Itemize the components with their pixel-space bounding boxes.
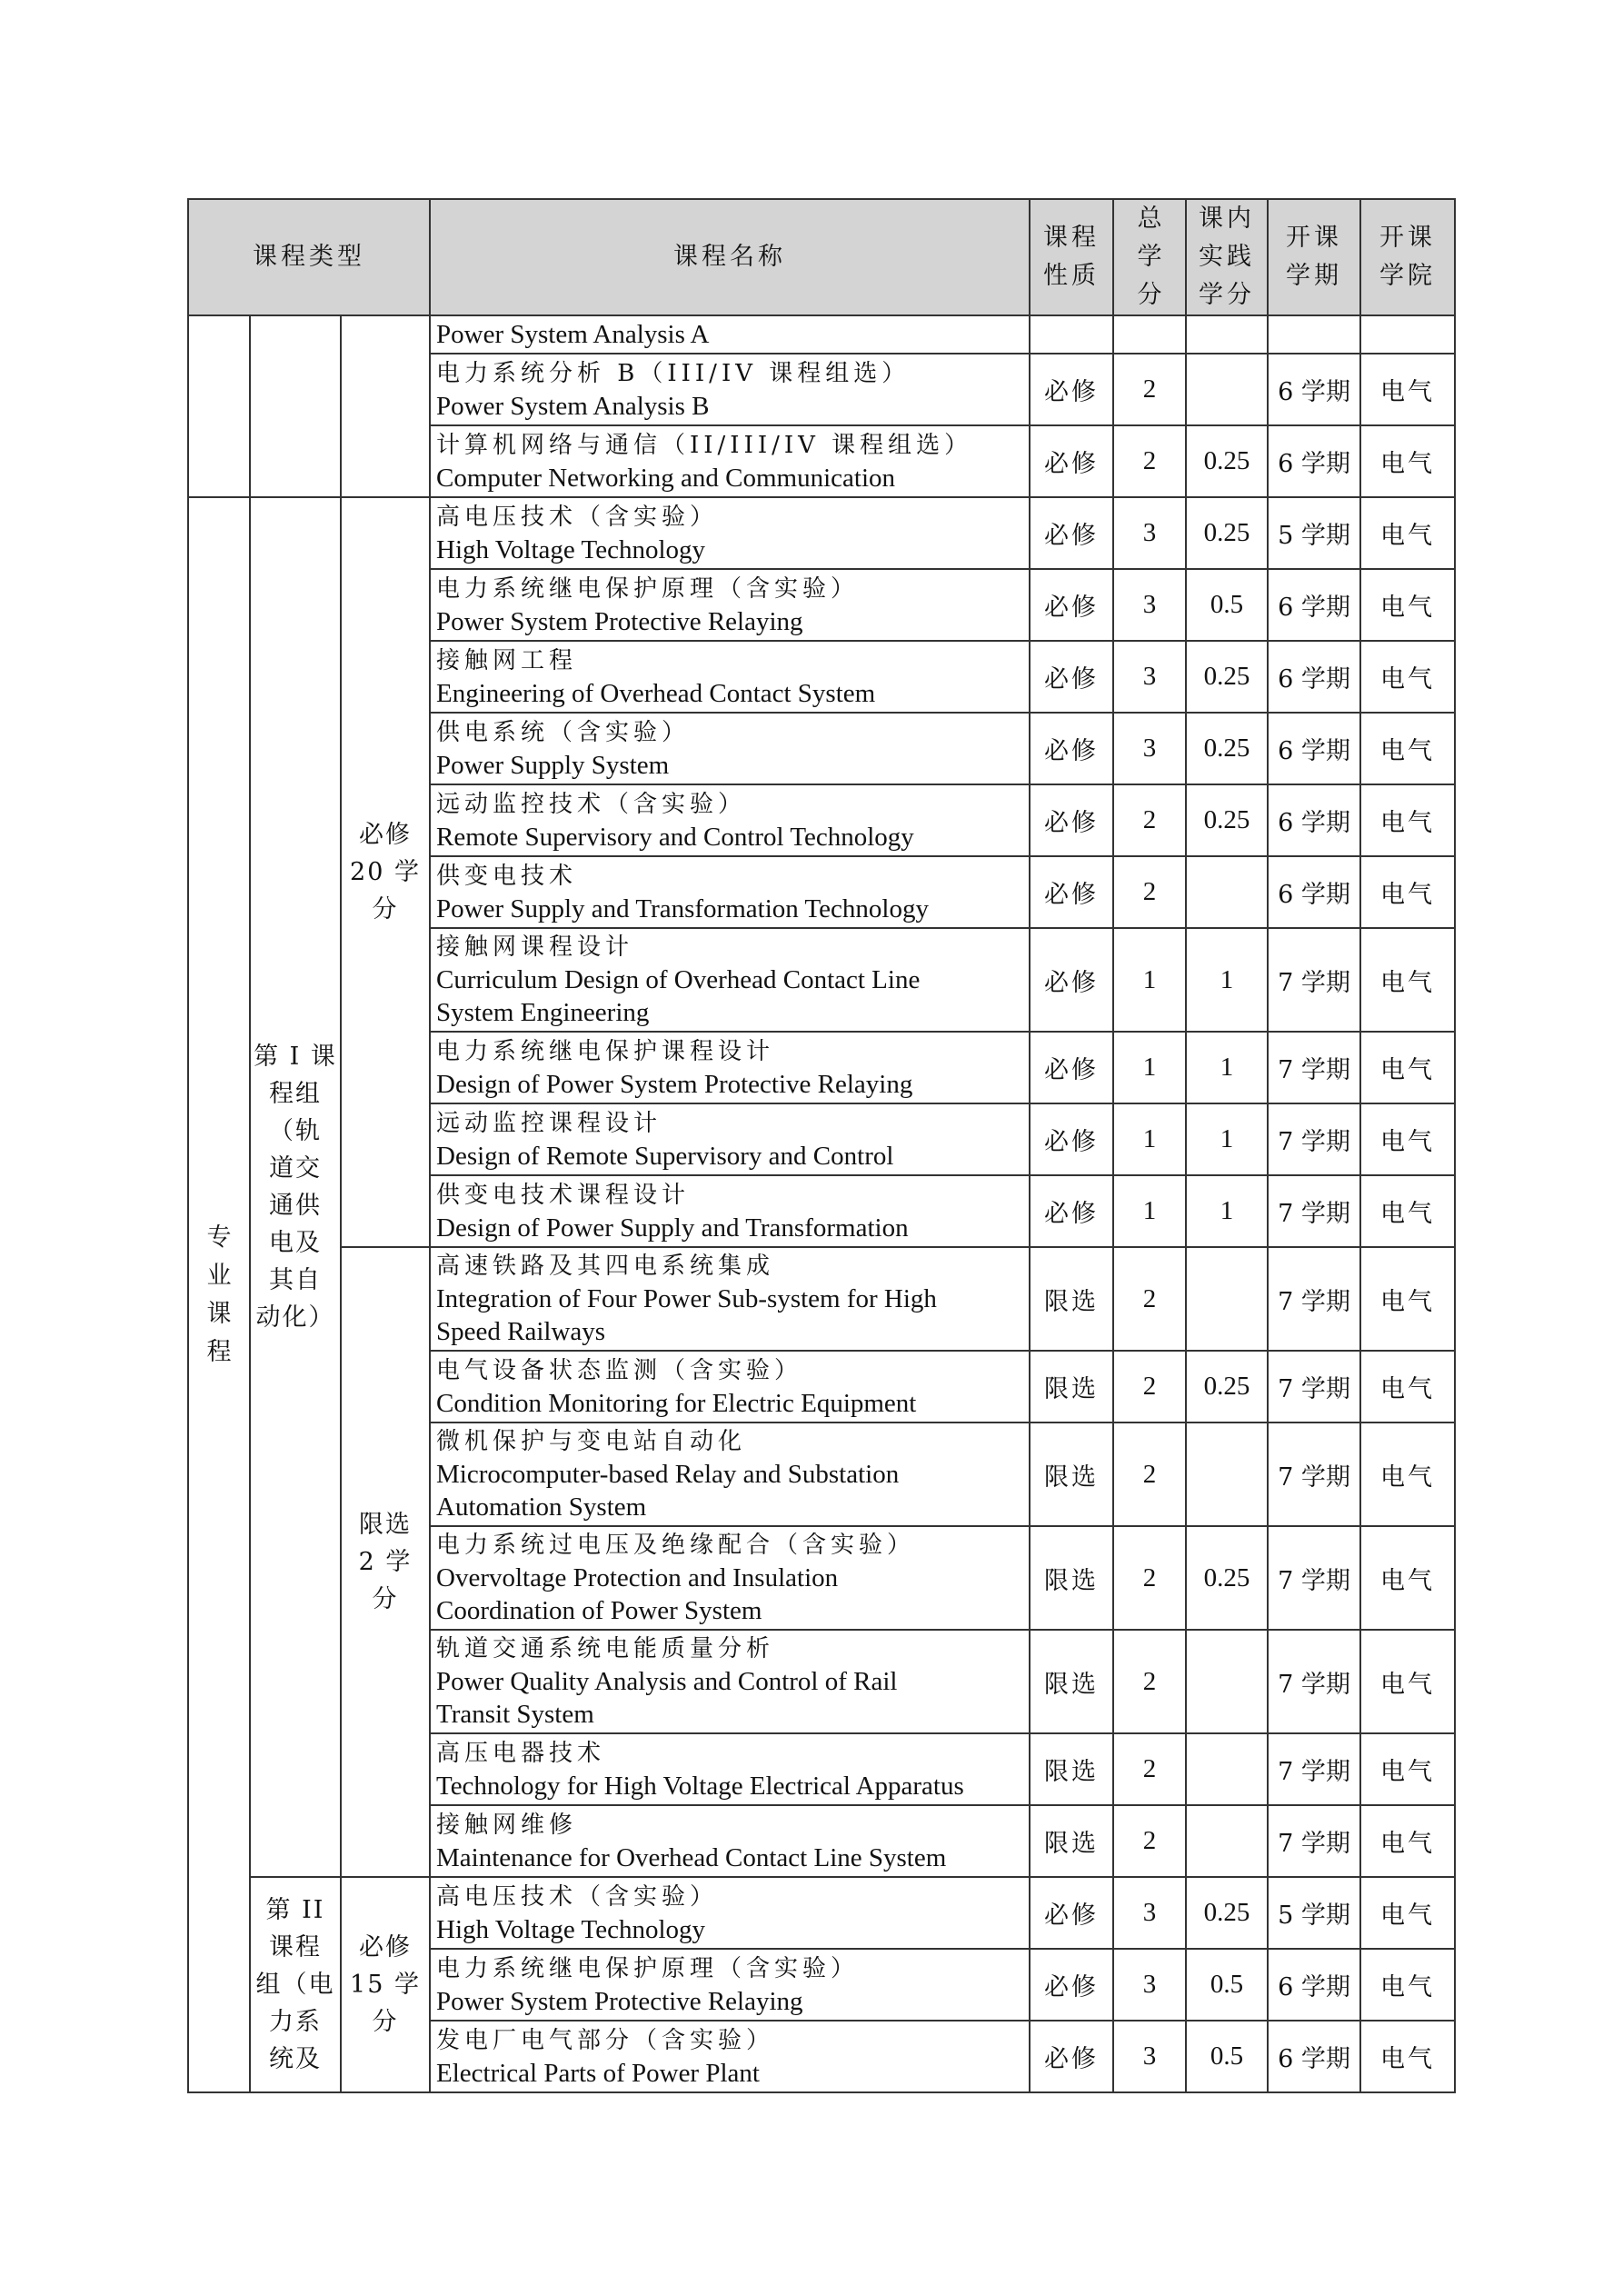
course-college: 电气: [1360, 497, 1455, 569]
course-college: 电气: [1360, 713, 1455, 784]
course-nature: [1030, 315, 1113, 354]
course-credits: 1: [1113, 928, 1186, 1032]
course-name-cn: 微机保护与变电站自动化: [436, 1428, 747, 1455]
course-college: 电气: [1360, 1351, 1455, 1423]
course-practice-credits: 0.25: [1186, 1526, 1268, 1630]
course-credits: 3: [1113, 2021, 1186, 2092]
course-name-cell: [430, 1032, 1030, 1103]
course-nature: 必修: [1030, 1175, 1113, 1247]
course-semester: 5 学期: [1268, 497, 1360, 569]
course-practice-credits: 0.5: [1186, 2021, 1268, 2092]
subgroup-cell-prev: [341, 315, 430, 497]
course-name-en-cont: Transit System: [436, 1700, 594, 1729]
course-name-cell: [430, 1247, 1030, 1351]
table-row: [188, 315, 1455, 354]
course-name-en: Technology for High Voltage Electrical Apparatus: [436, 1771, 964, 1801]
course-semester: 6 学期: [1268, 784, 1360, 856]
course-nature: 必修: [1030, 928, 1113, 1032]
course-semester: 6 学期: [1268, 354, 1360, 425]
course-practice-credits: 0.25: [1186, 784, 1268, 856]
course-name-cn: 发电厂电气部分（含实验）: [436, 2026, 775, 2054]
course-nature: 限选: [1030, 1247, 1113, 1351]
course-name-cn: 供电系统（含实验）: [436, 718, 691, 746]
course-semester: 7 学期: [1268, 1630, 1360, 1733]
course-college: 电气: [1360, 1103, 1455, 1175]
course-college: 电气: [1360, 1733, 1455, 1805]
course-practice-credits: 1: [1186, 928, 1268, 1032]
course-name-en-cont: Automation System: [436, 1492, 647, 1522]
course-table-page: [187, 198, 1454, 2093]
course-name-en: Computer Networking and Communication: [436, 463, 896, 493]
course-credits: 3: [1113, 713, 1186, 784]
course-name-cn: 电力系统过电压及绝缘配合（含实验）: [436, 1532, 916, 1559]
course-name-en: Power System Analysis B: [436, 391, 710, 421]
course-name-en: Maintenance for Overhead Contact Line System: [436, 1842, 947, 1872]
course-credits: 2: [1113, 1733, 1186, 1805]
course-nature: 必修: [1030, 784, 1113, 856]
course-college: 电气: [1360, 354, 1455, 425]
course-college: 电气: [1360, 784, 1455, 856]
course-name-en: Integration of Four Power Sub-system for High: [436, 1284, 937, 1313]
course-name-en: Design of Power Supply and Transformation: [436, 1213, 909, 1243]
course-college: 电气: [1360, 1423, 1455, 1526]
course-practice-credits: 0.25: [1186, 497, 1268, 569]
course-nature: 限选: [1030, 1526, 1113, 1630]
course-name-cell: [430, 1175, 1030, 1247]
course-name-cell: [430, 1733, 1030, 1805]
course-name-en: Condition Monitoring for Electric Equipment: [436, 1388, 917, 1418]
course-practice-credits: 0.25: [1186, 425, 1268, 497]
course-name-cn: 远动监控技术（含实验）: [436, 790, 747, 818]
course-name-en: Power System Protective Relaying: [436, 1986, 803, 2016]
course-name-cn: 电力系统分析 B（III/IV 课程组选）: [436, 359, 911, 387]
course-semester: 6 学期: [1268, 856, 1360, 928]
course-name-en: Power System Protective Relaying: [436, 606, 803, 636]
header-semester: 开课 学期: [1268, 199, 1360, 315]
course-name-cn: 接触网工程: [436, 646, 578, 674]
course-college: 电气: [1360, 928, 1455, 1032]
course-practice-credits: 1: [1186, 1103, 1268, 1175]
course-nature: 必修: [1030, 856, 1113, 928]
course-semester: [1268, 315, 1360, 354]
course-semester: 7 学期: [1268, 1423, 1360, 1526]
course-name-en: High Voltage Technology: [436, 534, 706, 564]
course-name-en: Power Quality Analysis and Control of Rail: [436, 1667, 898, 1696]
group-cell-prev: [250, 315, 341, 497]
course-name-cell: [430, 315, 1030, 354]
course-practice-credits: 0.5: [1186, 1949, 1268, 2021]
course-name-cell: [430, 354, 1030, 425]
course-college: 电气: [1360, 1949, 1455, 2021]
course-name-en: Engineering of Overhead Contact System: [436, 678, 876, 708]
course-name-cell: [430, 713, 1030, 784]
course-semester: 7 学期: [1268, 1733, 1360, 1805]
course-practice-credits: 0.25: [1186, 641, 1268, 713]
course-name-cell: [430, 928, 1030, 1032]
course-credits: 1: [1113, 1175, 1186, 1247]
course-practice-credits: 1: [1186, 1175, 1268, 1247]
course-credits: 3: [1113, 1949, 1186, 2021]
course-college: 电气: [1360, 1877, 1455, 1949]
course-credits: 2: [1113, 784, 1186, 856]
course-name-en: Remote Supervisory and Control Technology: [436, 822, 914, 852]
category-cell-prev: [188, 315, 250, 497]
course-college: 电气: [1360, 641, 1455, 713]
course-name-en: Microcomputer-based Relay and Substation: [436, 1460, 900, 1489]
course-credits: 2: [1113, 1526, 1186, 1630]
course-name-cn: 计算机网络与通信（II/III/IV 课程组选）: [436, 431, 973, 459]
course-name-cn: 高电压技术（含实验）: [436, 1882, 719, 1911]
header-course-nature: 课程 性质: [1030, 199, 1113, 315]
course-name-cell: [430, 1630, 1030, 1733]
table-row: [188, 1877, 1455, 1949]
course-nature: 必修: [1030, 2021, 1113, 2092]
course-practice-credits: 0.25: [1186, 1351, 1268, 1423]
course-semester: 7 学期: [1268, 1247, 1360, 1351]
course-name-cn: 电力系统继电保护原理（含实验）: [436, 574, 860, 603]
course-nature: 限选: [1030, 1630, 1113, 1733]
course-name-cn: 接触网维修: [436, 1811, 578, 1839]
course-college: 电气: [1360, 856, 1455, 928]
course-credits: 2: [1113, 1630, 1186, 1733]
course-credits: 3: [1113, 641, 1186, 713]
course-semester: 6 学期: [1268, 641, 1360, 713]
course-name-en: Power System Analysis A: [436, 320, 710, 349]
course-semester: 7 学期: [1268, 1103, 1360, 1175]
course-nature: 必修: [1030, 713, 1113, 784]
course-semester: 6 学期: [1268, 1949, 1360, 2021]
course-semester: 6 学期: [1268, 2021, 1360, 2092]
course-practice-credits: 0.5: [1186, 569, 1268, 641]
header-practice-credits: 课内 实践 学分: [1186, 199, 1268, 315]
course-name-cn: 轨道交通系统电能质量分析: [436, 1635, 775, 1662]
course-name-cn: 高速铁路及其四电系统集成: [436, 1253, 775, 1280]
course-semester: 7 学期: [1268, 1526, 1360, 1630]
course-college: 电气: [1360, 1175, 1455, 1247]
header-total-credits: 总 学 分: [1113, 199, 1186, 315]
course-semester: 7 学期: [1268, 1351, 1360, 1423]
course-practice-credits: 1: [1186, 1032, 1268, 1103]
course-name-cell: [430, 641, 1030, 713]
course-credits: 2: [1113, 856, 1186, 928]
course-nature: 必修: [1030, 425, 1113, 497]
course-credits: 2: [1113, 1423, 1186, 1526]
course-name-cell: [430, 2021, 1030, 2092]
course-semester: 6 学期: [1268, 569, 1360, 641]
course-name-en-cont: Coordination of Power System: [436, 1596, 762, 1625]
subgroup-restricted-1: 限选 2 学 分: [341, 1247, 430, 1877]
course-name-en-cont: Speed Railways: [436, 1317, 606, 1346]
course-nature: 限选: [1030, 1423, 1113, 1526]
course-nature: 必修: [1030, 497, 1113, 569]
subgroup-required-2: 必修 15 学 分: [341, 1877, 430, 2092]
course-nature: 必修: [1030, 569, 1113, 641]
course-name-en: High Voltage Technology: [436, 1914, 706, 1944]
course-college: 电气: [1360, 425, 1455, 497]
course-nature: 必修: [1030, 1032, 1113, 1103]
course-semester: 6 学期: [1268, 713, 1360, 784]
course-name-cell: [430, 1805, 1030, 1877]
course-name-cn: 供变电技术课程设计: [436, 1181, 691, 1209]
course-practice-credits: 0.25: [1186, 713, 1268, 784]
course-college: 电气: [1360, 1805, 1455, 1877]
course-semester: 7 学期: [1268, 1175, 1360, 1247]
course-credits: 3: [1113, 1877, 1186, 1949]
course-semester: 7 学期: [1268, 1805, 1360, 1877]
course-nature: 限选: [1030, 1805, 1113, 1877]
course-credits: 2: [1113, 1351, 1186, 1423]
course-college: 电气: [1360, 569, 1455, 641]
course-name-cell: [430, 1351, 1030, 1423]
course-name-cell: [430, 1526, 1030, 1630]
course-college: 电气: [1360, 1526, 1455, 1630]
header-course-name: 课程名称: [430, 199, 1030, 315]
course-college: 电气: [1360, 1247, 1455, 1351]
course-table: [187, 198, 1456, 2093]
header-college: 开课 学院: [1360, 199, 1455, 315]
course-semester: 7 学期: [1268, 1032, 1360, 1103]
course-credits: 2: [1113, 425, 1186, 497]
course-semester: 6 学期: [1268, 425, 1360, 497]
course-credits: 2: [1113, 1805, 1186, 1877]
course-credits: 3: [1113, 497, 1186, 569]
course-name-cell: [430, 856, 1030, 928]
course-nature: 必修: [1030, 641, 1113, 713]
course-name-en: Design of Power System Protective Relaying: [436, 1069, 913, 1099]
course-name-cell: [430, 425, 1030, 497]
course-name-cell: [430, 497, 1030, 569]
course-name-en: Design of Remote Supervisory and Control: [436, 1141, 894, 1171]
course-nature: 必修: [1030, 1877, 1113, 1949]
course-group-2: 第 II 课程 组（电 力系 统及: [250, 1877, 341, 2092]
course-semester: 7 学期: [1268, 928, 1360, 1032]
course-practice-credits: [1186, 856, 1268, 928]
course-name-cell: [430, 1103, 1030, 1175]
category-cell: 专 业 课 程: [188, 497, 250, 2092]
course-name-en: Power Supply and Transformation Technology: [436, 893, 929, 923]
course-nature: 限选: [1030, 1733, 1113, 1805]
course-nature: 必修: [1030, 1949, 1113, 2021]
course-practice-credits: [1186, 1630, 1268, 1733]
course-practice-credits: [1186, 1805, 1268, 1877]
course-table-body: [188, 315, 1455, 2092]
course-credits: 1: [1113, 1032, 1186, 1103]
header-row: [188, 199, 1455, 315]
course-name-cn: 供变电技术: [436, 862, 578, 890]
course-practice-credits: [1186, 354, 1268, 425]
course-credits: 3: [1113, 569, 1186, 641]
course-name-cn: 电力系统继电保护原理（含实验）: [436, 1954, 860, 1982]
course-name-en: Power Supply System: [436, 750, 670, 780]
course-nature: 限选: [1030, 1351, 1113, 1423]
course-credits: [1113, 315, 1186, 354]
course-practice-credits: 0.25: [1186, 1877, 1268, 1949]
subgroup-required-1: 必修 20 学 分: [341, 497, 430, 1247]
course-practice-credits: [1186, 1247, 1268, 1351]
course-name-cn: 高电压技术（含实验）: [436, 503, 719, 531]
course-nature: 必修: [1030, 1103, 1113, 1175]
course-practice-credits: [1186, 1733, 1268, 1805]
course-nature: 必修: [1030, 354, 1113, 425]
course-name-en: Curriculum Design of Overhead Contact Line: [436, 965, 921, 994]
course-name-cell: [430, 1423, 1030, 1526]
course-name-en-cont: System Engineering: [436, 998, 650, 1027]
course-credits: 2: [1113, 1247, 1186, 1351]
course-name-cn: 高压电器技术: [436, 1739, 606, 1767]
course-name-en: Electrical Parts of Power Plant: [436, 2058, 760, 2088]
course-name-cell: [430, 569, 1030, 641]
course-practice-credits: [1186, 315, 1268, 354]
course-name-cn: 接触网课程设计: [436, 933, 634, 961]
course-credits: 1: [1113, 1103, 1186, 1175]
course-name-cn: 远动监控课程设计: [436, 1109, 662, 1137]
course-name-en: Overvoltage Protection and Insulation: [436, 1563, 839, 1592]
course-college: 电气: [1360, 1630, 1455, 1733]
course-name-cell: [430, 784, 1030, 856]
course-group-1: 第 I 课 程组 （轨 道交 通供 电及 其自 动化）: [250, 497, 341, 1877]
course-college: 电气: [1360, 1032, 1455, 1103]
course-credits: 2: [1113, 354, 1186, 425]
course-practice-credits: [1186, 1423, 1268, 1526]
course-name-cn: 电力系统继电保护课程设计: [436, 1037, 775, 1065]
course-name-cell: [430, 1949, 1030, 2021]
course-name-cell: [430, 1877, 1030, 1949]
table-row: [188, 1247, 1455, 1351]
header-course-type: 课程类型: [188, 199, 430, 315]
course-semester: 5 学期: [1268, 1877, 1360, 1949]
course-college: [1360, 315, 1455, 354]
course-college: 电气: [1360, 2021, 1455, 2092]
course-name-cn: 电气设备状态监测（含实验）: [436, 1356, 803, 1384]
table-row: [188, 497, 1455, 569]
